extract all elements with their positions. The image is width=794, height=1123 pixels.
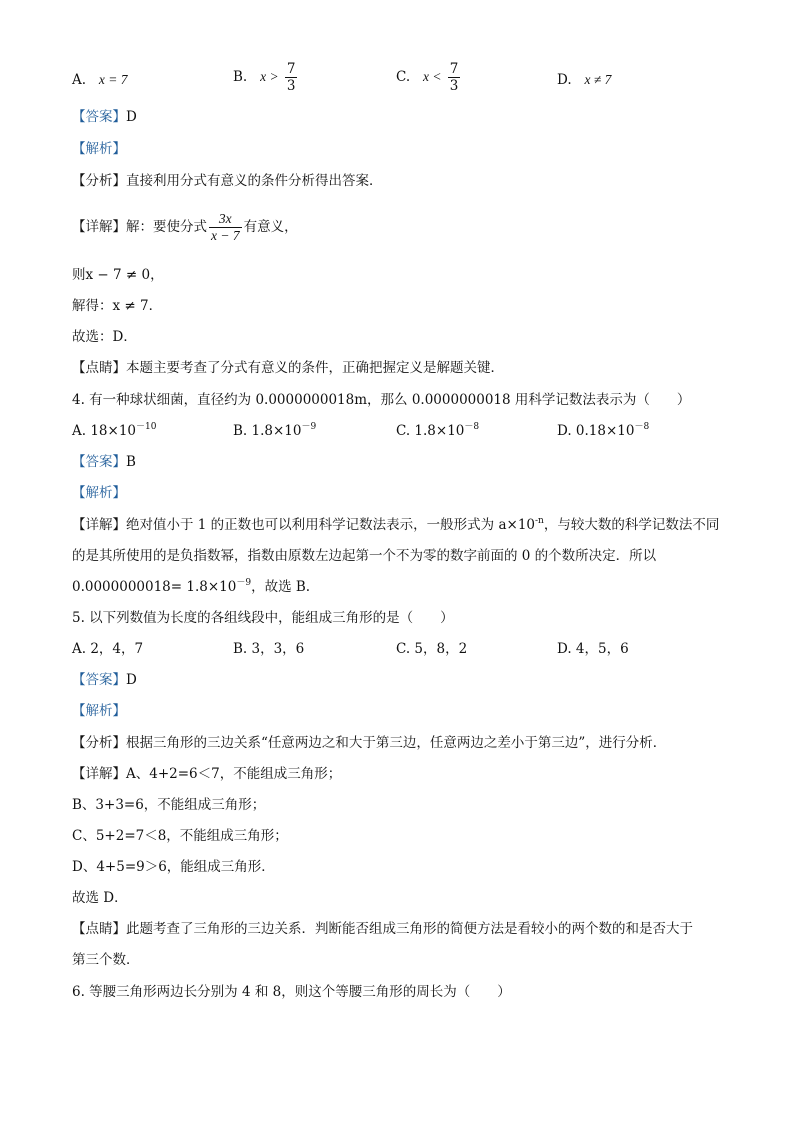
q3-fenxi: 【分析】直接利用分式有意义的条件分析得出答案． [72,173,383,189]
q5-answer: 【答案】D [72,672,137,688]
q5-option-a: A. 2，4，7 [72,641,144,657]
q3-answer: 【答案】D [72,109,137,125]
q3-option-c-fraction: $\frac{7}{3}$ [449,61,459,94]
q4-detail-line-1: 【详解】绝对值小于 1 的正数也可以利用科学记数法表示，一般形式为 $a\times 10^{-n}$，与较大数的科学记数法不同 [72,516,720,533]
q4-stem: 4. 有一种球状细菌，直径约为 0.0000000018m，那么 0.0000000018 用科学记数法表示为（ ） [72,392,691,408]
q3-line-4: 故选：D． [72,329,137,345]
q5-detail: 【详解】A、4+2=6＜7，不能组成三角形； [72,766,342,782]
q3-comment: 【点睛】本题主要考查了分式有意义的条件，正确把握定义是解题关键． [72,360,504,376]
q4-option-b: B. $1.8\times 10^{-9}$ [233,422,317,439]
q3-option-b-fraction: $\frac{7}{3}$ [286,61,296,94]
q3-option-a: A. x = 7 [72,72,128,88]
q4-option-a: A. $18\times 10^{-10}$ [72,422,157,439]
q5-line-5: 故选 D． [72,890,128,906]
q3-option-b: B. x > $\frac{7}{3}$ [233,61,296,94]
q5-fenxi: 【分析】根据三角形的三边关系“任意两边之和大于第三边，任意两边之差小于第三边”，进行分析． [72,735,667,751]
q3-line-3: 解得：x ≠ 7． [72,298,163,314]
q5-comment-line-2: 第三个数． [72,952,140,968]
q6-stem: 6. 等腰三角形两边长分别为 4 和 8，则这个等腰三角形的周长为（ ） [72,984,511,1000]
q5-line-4: D、4+5=9＞6，能组成三角形． [72,859,275,875]
q4-analysis-heading: 【解析】 [72,485,126,501]
q3-detail-fraction: $\frac{3x}{x - 7}$ [211,211,240,243]
q3-line-2: 则x − 7 ≠ 0， [72,267,164,283]
q3-option-c: C. x < $\frac{7}{3}$ [396,61,459,94]
q5-analysis-heading: 【解析】 [72,703,126,719]
q5-stem: 5. 以下列数值为长度的各组线段中，能组成三角形的是（ ） [72,610,454,626]
q4-answer: 【答案】B [72,454,136,470]
q4-option-d: D. $0.18\times 10^{-8}$ [557,422,650,439]
q5-option-d: D. 4，5，6 [557,641,629,657]
q4-detail-line-3: $0.0000000018= 1.8\times 10^{-9}$，故选 B. [72,578,311,595]
q3-analysis-heading: 【解析】 [72,141,126,157]
q5-comment-line-1: 【点睛】此题考查了三角形的三边关系．判断能否组成三角形的简便方法是看较小的两个数的和是否大于 [72,921,693,937]
q4-detail-line-2: 的是其所使用的是负指数幂，指数由原数左边起第一个不为零的数字前面的 0 的个数所决定．所以 [72,548,657,564]
q5-option-b: B. 3，3，6 [233,641,305,657]
q4-option-c: C. $1.8\times 10^{-8}$ [396,422,480,439]
q3-detail: 【详解】解：要使分式 $\frac{3x}{x - 7}$ 有意义， [72,211,298,243]
q5-option-c: C. 5，8，2 [396,641,468,657]
q5-line-2: B、3+3=6，不能组成三角形； [72,797,266,813]
q3-option-d: D. x ≠ 7 [557,72,612,88]
q5-line-3: C、5+2=7＜8，不能组成三角形； [72,828,288,844]
